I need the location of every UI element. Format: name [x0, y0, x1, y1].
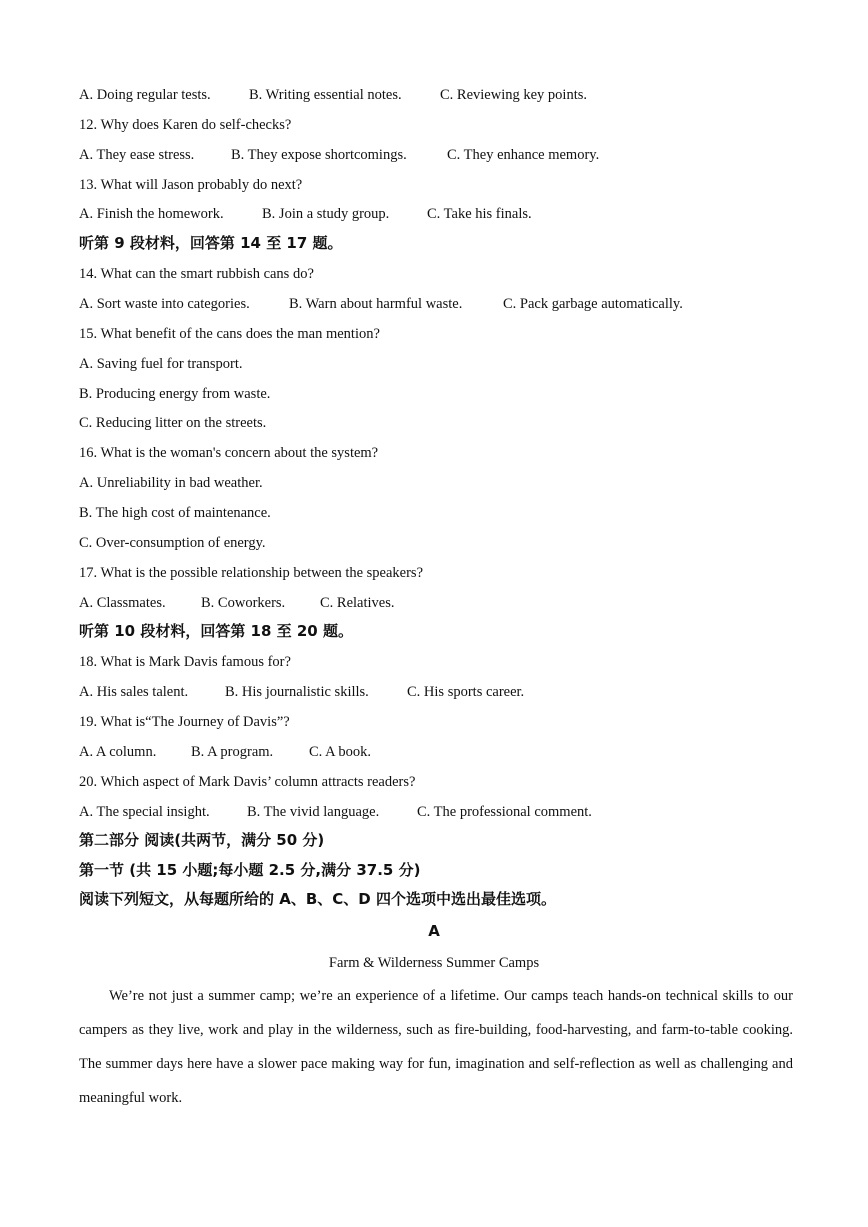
- q14-question: 14. What can the smart rubbish cans do?: [79, 266, 314, 282]
- passage-title: Farm & Wilderness Summer Camps: [328, 955, 540, 971]
- part-two-heading: 第二部分 阅读(共两节，满分 50 分): [79, 831, 325, 849]
- q16-option-b: B. The high cost of maintenance.: [79, 505, 271, 521]
- q15-option-c: C. Reducing litter on the streets.: [79, 415, 267, 431]
- q11-option-a: A. Doing regular tests.: [79, 87, 211, 103]
- q13-question: 13. What will Jason probably do next?: [79, 177, 303, 193]
- passage-paragraph: We’re not just a summer camp; we’re an experience of a lifetime. Our camps teach hands-on technical skills to our campers as they live, work and play in the wilderness, such as fire-building, food-harvesting, and farm-to-table cooking. The summer days here have a slower pace making way for fun, imagination and self-reflection as well as challenging and meaningful work.: [79, 988, 793, 1106]
- q12-question: 12. Why does Karen do self-checks?: [79, 117, 292, 133]
- q20-question: 20. Which aspect of Mark Davis’ column attracts readers?: [79, 774, 416, 790]
- reading-instructions: 阅读下列短文，从每题所给的 A、B、C、D 四个选项中选出最佳选项。: [79, 890, 556, 908]
- q14-option-b: B. Warn about harmful waste.: [289, 296, 463, 312]
- q16-option-a: A. Unreliability in bad weather.: [79, 475, 263, 491]
- q12-options: [79, 146, 599, 164]
- q17-options: [79, 594, 395, 612]
- q11-options: [79, 86, 587, 104]
- q17-option-b: B. Coworkers.: [201, 595, 286, 611]
- q20-options: [79, 803, 592, 821]
- q20-option-c: C. The professional comment.: [417, 804, 592, 820]
- q13-option-b: B. Join a study group.: [262, 206, 390, 222]
- q18-option-b: B. His journalistic skills.: [225, 684, 369, 700]
- q15-option-a: A. Saving fuel for transport.: [79, 356, 243, 372]
- q14-options: [79, 295, 683, 313]
- q19-question: 19. What is“The Journey of Davis”?: [79, 714, 290, 730]
- part-two-section-one-heading: 第一节 (共 15 小题;每小题 2.5 分,满分 37.5 分): [79, 861, 421, 879]
- q18-option-a: A. His sales talent.: [79, 684, 189, 700]
- section-10-heading: 听第 10 段材料，回答第 18 至 20 题。: [79, 622, 353, 640]
- q18-options: [79, 683, 524, 701]
- q14-option-c: C. Pack garbage automatically.: [503, 296, 683, 312]
- q11-option-b: B. Writing essential notes.: [249, 87, 402, 103]
- q15-question: 15. What benefit of the cans does the man mention?: [79, 326, 380, 342]
- q13-options: [79, 205, 532, 223]
- q16-question: 16. What is the woman's concern about the system?: [79, 445, 379, 461]
- q16-option-c: C. Over-consumption of energy.: [79, 535, 266, 551]
- q18-option-c: C. His sports career.: [407, 684, 525, 700]
- q13-option-a: A. Finish the homework.: [79, 206, 224, 222]
- q12-option-b: B. They expose shortcomings.: [231, 147, 407, 163]
- q20-option-b: B. The vivid language.: [247, 804, 380, 820]
- q20-option-a: A. The special insight.: [79, 804, 210, 820]
- q19-option-b: B. A program.: [191, 744, 274, 760]
- section-9-heading: 听第 9 段材料，回答第 14 至 17 题。: [79, 234, 343, 252]
- q14-option-a: A. Sort waste into categories.: [79, 296, 250, 312]
- q13-option-c: C. Take his finals.: [427, 206, 532, 222]
- q19-option-c: C. A book.: [309, 744, 372, 760]
- q12-option-a: A. They ease stress.: [79, 147, 195, 163]
- q15-option-b: B. Producing energy from waste.: [79, 386, 271, 402]
- q18-question: 18. What is Mark Davis famous for?: [79, 654, 291, 670]
- q19-option-a: A. A column.: [79, 744, 157, 760]
- q19-options: [79, 743, 371, 761]
- passage-letter: A: [428, 922, 440, 940]
- q17-question: 17. What is the possible relationship between the speakers?: [79, 565, 424, 581]
- q17-option-a: A. Classmates.: [79, 595, 166, 611]
- q17-option-c: C. Relatives.: [320, 595, 395, 611]
- q12-option-c: C. They enhance memory.: [447, 147, 600, 163]
- q11-option-c: C. Reviewing key points.: [440, 87, 588, 103]
